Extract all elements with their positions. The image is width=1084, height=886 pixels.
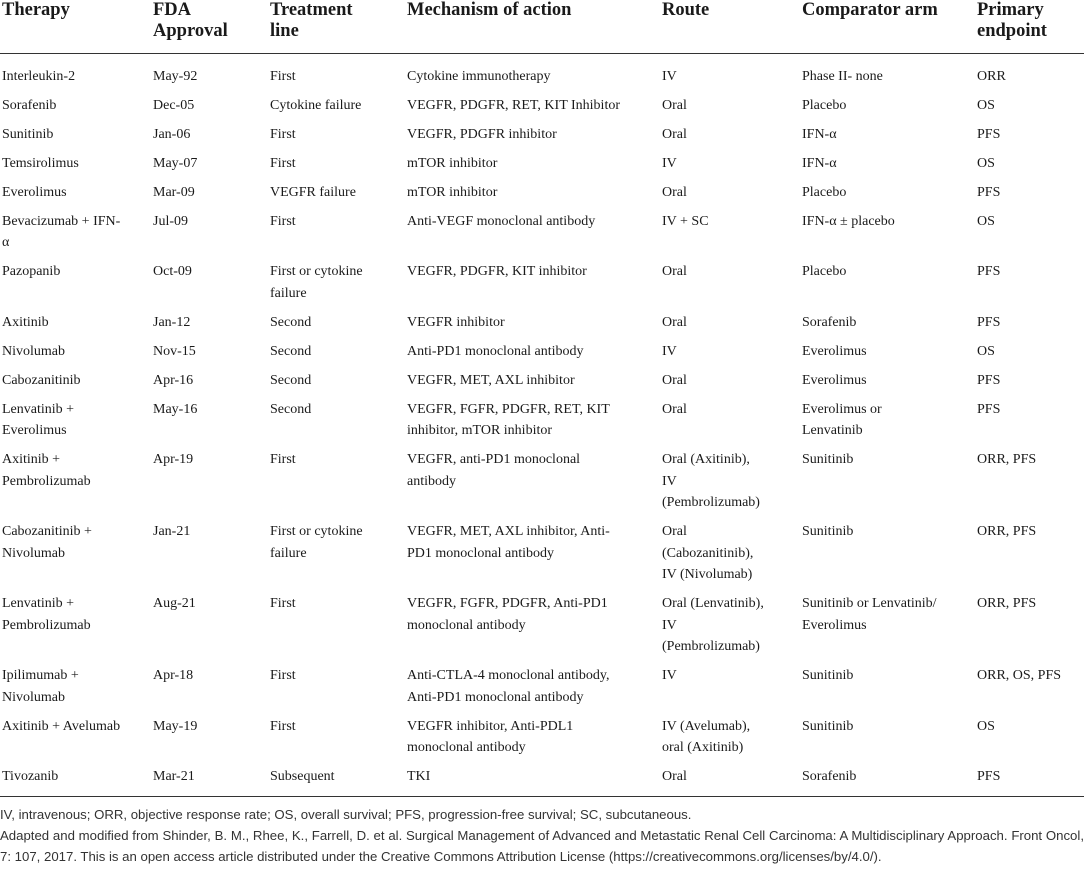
cell-mechanism: VEGFR inhibitor, Anti-PDL1 monoclonal antibody	[407, 718, 574, 755]
cell-treatment-line: First	[270, 718, 296, 734]
cell-therapy: Axitinib	[2, 314, 49, 330]
header-comparator: Comparator arm	[800, 0, 975, 53]
cell-route: IV + SC	[662, 213, 709, 229]
cell-mechanism: Anti-PD1 monoclonal antibody	[407, 343, 584, 359]
cell-mechanism: VEGFR, anti-PD1 monoclonal antibody	[407, 452, 581, 489]
cell-route: Oral	[662, 126, 687, 142]
cell-treatment-line: First	[270, 213, 296, 229]
cell-primary-endpoint: ORR, PFS	[977, 452, 1037, 467]
cell-comparator: Sunitinib or Lenvatinib/ Everolimus	[802, 596, 937, 633]
table-row	[0, 124, 1084, 153]
cell-primary-endpoint: ORR, PFS	[977, 524, 1037, 539]
cell-route: Oral	[662, 184, 687, 200]
cell-comparator: Everolimus or Lenvatinib	[802, 401, 882, 438]
table-row	[0, 211, 1084, 262]
table-row	[0, 449, 1084, 521]
cell-therapy: Everolimus	[2, 184, 67, 200]
cell-route: IV	[662, 155, 677, 171]
cell-comparator: Placebo	[802, 264, 847, 279]
cell-treatment-line: Second	[270, 401, 312, 417]
table-row	[0, 182, 1084, 211]
cell-fda-approval: Mar-21	[151, 766, 268, 796]
cell-comparator: Sunitinib	[802, 452, 854, 467]
cell-primary-endpoint: PFS	[977, 372, 1001, 388]
cell-treatment-line: First	[270, 596, 296, 611]
cell-therapy: Interleukin-2	[2, 68, 76, 84]
cell-comparator: Sunitinib	[802, 668, 854, 683]
cell-therapy: Axitinib + Avelumab	[2, 718, 121, 734]
cell-mechanism: VEGFR inhibitor	[407, 314, 505, 330]
cell-comparator: IFN-α	[802, 155, 837, 171]
cell-treatment-line: First	[270, 668, 296, 683]
table-footnotes	[0, 804, 1084, 867]
cell-route: Oral	[662, 401, 687, 417]
cell-treatment-line: First	[270, 126, 296, 142]
cell-therapy: Ipilimumab + Nivolumab	[2, 668, 79, 705]
cell-mechanism: VEGFR, PDGFR, KIT inhibitor	[407, 264, 587, 279]
cell-mechanism: Anti-CTLA-4 monoclonal antibody, Anti-PD1 monoclonal antibody	[407, 668, 610, 705]
cell-fda-approval: Aug-21	[153, 596, 196, 611]
table-row	[0, 716, 1084, 767]
table-row	[0, 341, 1084, 370]
cell-mechanism: VEGFR, PDGFR, RET, KIT Inhibitor	[407, 97, 620, 113]
table-row	[0, 312, 1084, 341]
cell-comparator: Sunitinib	[802, 524, 854, 539]
cell-route: IV	[662, 68, 677, 84]
cell-mechanism: mTOR inhibitor	[407, 155, 498, 171]
cell-route: Oral	[662, 372, 687, 388]
cell-primary-endpoint: ORR, PFS	[977, 596, 1037, 611]
cell-therapy: Lenvatinib + Everolimus	[2, 401, 75, 438]
cell-comparator: Placebo	[802, 97, 847, 113]
cell-therapy: Tivozanib	[0, 766, 151, 796]
cell-treatment-line: First	[270, 68, 296, 84]
header-route: Route	[660, 0, 800, 53]
cell-comparator: Sunitinib	[802, 718, 854, 734]
cell-fda-approval: Apr-18	[153, 668, 194, 683]
cell-comparator: Sorafenib	[802, 314, 857, 330]
cell-fda-approval: Oct-09	[153, 264, 192, 279]
cell-comparator: IFN-α	[802, 126, 837, 142]
cell-therapy: Cabozanitinib + Nivolumab	[2, 524, 92, 561]
cell-route: Oral	[662, 314, 687, 330]
cell-mechanism: Cytokine immunotherapy	[407, 68, 551, 84]
abbreviations-note: IV, intravenous; ORR, objective response rate; OS, overall survival; PFS, progression-free survival; SC, subcutaneous.	[0, 807, 692, 822]
cell-mechanism: TKI	[405, 766, 660, 796]
table-row	[0, 53, 1084, 95]
cell-primary-endpoint: PFS	[977, 264, 1001, 279]
cell-mechanism: VEGFR, FGFR, PDGFR, RET, KIT inhibitor, mTOR inhibitor	[407, 401, 610, 438]
cell-therapy: Sunitinib	[2, 126, 54, 142]
cell-fda-approval: May-16	[153, 401, 198, 417]
cell-fda-approval: Apr-16	[153, 372, 194, 388]
cell-primary-endpoint: PFS	[975, 766, 1084, 796]
cell-primary-endpoint: OS	[977, 213, 995, 229]
cell-route: Oral (Lenvatinib), IV (Pembrolizumab)	[662, 596, 764, 654]
cell-fda-approval: May-07	[153, 155, 198, 171]
cell-treatment-line: First	[270, 452, 296, 467]
cell-therapy: Temsirolimus	[2, 155, 79, 171]
cell-treatment-line: Second	[270, 372, 312, 388]
cell-fda-approval: Jan-12	[153, 314, 191, 330]
table-body	[0, 53, 1084, 796]
cell-treatment-line: First or cytokine failure	[270, 524, 363, 561]
cell-primary-endpoint: ORR	[977, 68, 1006, 84]
cell-therapy: Pazopanib	[2, 264, 61, 279]
cell-fda-approval: Jul-09	[153, 213, 188, 229]
cell-comparator: Phase II- none	[802, 68, 883, 84]
cell-primary-endpoint: ORR, OS, PFS	[977, 668, 1062, 683]
cell-fda-approval: May-92	[153, 68, 198, 84]
cell-fda-approval: Nov-15	[153, 343, 196, 359]
cell-primary-endpoint: PFS	[977, 184, 1001, 200]
cell-primary-endpoint: OS	[977, 718, 995, 734]
cell-therapy: Cabozanitinib	[2, 372, 81, 388]
cell-fda-approval: Jan-06	[153, 126, 191, 142]
cell-fda-approval: Mar-09	[153, 184, 195, 200]
cell-comparator: Everolimus	[802, 372, 867, 388]
cell-treatment-line: Second	[270, 343, 312, 359]
cell-treatment-line: Subsequent	[268, 766, 405, 796]
cell-route: Oral (Cabozanitinib), IV (Nivolumab)	[662, 524, 754, 582]
cell-comparator: Sorafenib	[800, 766, 975, 796]
cell-fda-approval: May-19	[153, 718, 198, 734]
cell-route: IV	[662, 343, 677, 359]
table-row	[0, 593, 1084, 665]
table-row	[0, 153, 1084, 182]
cell-fda-approval: Dec-05	[153, 97, 195, 113]
cell-treatment-line: Second	[270, 314, 312, 330]
cell-primary-endpoint: PFS	[977, 314, 1001, 330]
cell-mechanism: mTOR inhibitor	[407, 184, 498, 200]
cell-therapy: Bevacizumab + IFN- α	[2, 213, 121, 250]
cell-route: Oral (Axitinib), IV (Pembrolizumab)	[662, 452, 760, 510]
table-row	[0, 399, 1084, 450]
cell-mechanism: VEGFR, MET, AXL inhibitor, Anti- PD1 monoclonal antibody	[407, 524, 610, 561]
cell-therapy: Sorafenib	[2, 97, 57, 113]
cell-primary-endpoint: OS	[977, 155, 995, 171]
cell-comparator: Placebo	[802, 184, 847, 200]
cell-primary-endpoint: OS	[977, 97, 995, 113]
cell-mechanism: VEGFR, MET, AXL inhibitor	[407, 372, 575, 388]
cell-treatment-line: First or cytokine failure	[270, 264, 363, 301]
header-treatment-line: Treatment line	[268, 0, 405, 53]
cell-primary-endpoint: PFS	[977, 401, 1001, 417]
cell-treatment-line: VEGFR failure	[270, 184, 356, 200]
cell-mechanism: Anti-VEGF monoclonal antibody	[407, 213, 596, 229]
table-row	[0, 261, 1084, 312]
header-therapy: Therapy	[0, 0, 151, 53]
cell-route: Oral	[662, 264, 687, 279]
cell-fda-approval: Jan-21	[153, 524, 191, 539]
table-row	[0, 521, 1084, 593]
cell-primary-endpoint: OS	[977, 343, 995, 359]
cell-mechanism: VEGFR, PDGFR inhibitor	[407, 126, 557, 142]
header-primary-endpoint: Primary endpoint	[975, 0, 1084, 53]
cell-comparator: Everolimus	[802, 343, 867, 359]
header-row	[0, 0, 1084, 53]
cell-therapy: Axitinib + Pembrolizumab	[2, 452, 91, 489]
cell-treatment-line: Cytokine failure	[270, 97, 362, 113]
header-mechanism: Mechanism of action	[405, 0, 660, 53]
cell-fda-approval: Apr-19	[153, 452, 194, 467]
table-row	[0, 766, 1084, 796]
cell-therapy: Nivolumab	[2, 343, 65, 359]
cell-comparator: IFN-α ± placebo	[802, 213, 895, 229]
cell-primary-endpoint: PFS	[977, 126, 1001, 142]
cell-route: IV	[662, 668, 677, 683]
cell-mechanism: VEGFR, FGFR, PDGFR, Anti-PD1 monoclonal antibody	[407, 596, 608, 633]
cell-therapy: Lenvatinib + Pembrolizumab	[2, 596, 91, 633]
cell-route: Oral	[662, 97, 687, 113]
table-row	[0, 370, 1084, 399]
table-row	[0, 665, 1084, 716]
cell-treatment-line: First	[270, 155, 296, 171]
source-note: Adapted and modified from Shinder, B. M., Rhee, K., Farrell, D. et al. Surgical Management of Advanced and Metastatic Renal Cell Carcinoma: A Multidisciplinary Approach. Front Oncol, 7: 107, 2017. This is an open access article distributed under the Creative Commons Attribution License (https://creativecommons.org/licenses/by/4.0/).	[0, 828, 1084, 864]
header-fda-approval: FDA Approval	[151, 0, 268, 53]
cell-route: IV (Avelumab), oral (Axitinib)	[662, 718, 751, 755]
table-row	[0, 95, 1084, 124]
cell-route: Oral	[660, 766, 800, 796]
